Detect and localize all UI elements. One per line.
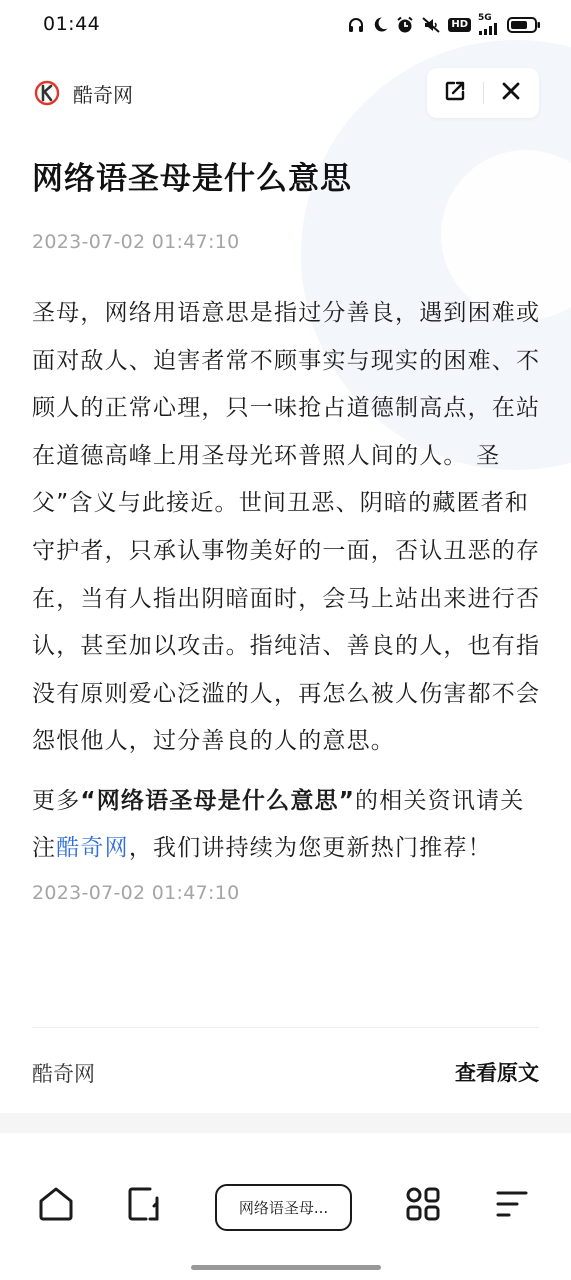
home-button[interactable] — [31, 1181, 81, 1231]
apps-button[interactable] — [398, 1181, 448, 1231]
footer-source: 酷奇网 — [32, 1062, 95, 1086]
article — [32, 155, 542, 904]
current-tab-pill[interactable]: 网络语圣母... — [215, 1184, 352, 1231]
tabs-icon — [126, 1186, 162, 1226]
more-prefix: 更多 — [32, 787, 81, 814]
bottom-nav — [0, 1133, 571, 1280]
battery-icon — [507, 16, 541, 34]
mute-icon — [421, 16, 441, 34]
header-actions — [427, 68, 539, 118]
menu-icon — [495, 1189, 529, 1223]
status-icons — [347, 14, 541, 35]
site-logo-icon — [34, 80, 60, 106]
status-time: 01:44 — [43, 13, 101, 35]
more-info — [32, 778, 542, 872]
moon-icon — [372, 16, 389, 33]
menu-button[interactable] — [487, 1181, 537, 1231]
article-date-bottom: 2023-07-02 01:47:10 — [32, 881, 240, 904]
footer-divider — [32, 1027, 539, 1028]
share-button[interactable] — [427, 68, 483, 118]
home-indicator[interactable] — [191, 1265, 381, 1270]
more-middle: 的相关资讯请关注 — [32, 787, 525, 861]
home-icon — [37, 1186, 75, 1226]
network-type: 5G — [478, 13, 492, 23]
article-title: 网络语圣母是什么意思 — [32, 161, 352, 197]
alarm-icon — [396, 16, 414, 34]
view-original-link[interactable]: 查看原文 — [455, 1061, 539, 1085]
apps-icon — [405, 1186, 441, 1226]
headphones-icon — [347, 16, 365, 34]
signal-icon — [478, 14, 500, 35]
tabs-button[interactable] — [119, 1181, 169, 1231]
article-body: 圣母，网络用语意思是指过分善良，遇到困难或面对敌人、迫害者常不顾事实与现实的困难、不顾人的正常心理，只一味抢占道德制高点，在站在道德高峰上用圣母光环普照人间的人。 圣父”含义与此接近。世间丑恶、阴暗的藏匿者和守护者，只承认事物美好的一面，否认丑恶的存在，当有人指出阴暗面时，会马上站出来进行否认，甚至加以攻击。指纯洁、善良的人，也有指没有原则爱心泛滥的人，再怎么被人伤害都不会怨恨他人，过分善良的人的意思。 — [32, 300, 541, 755]
hd-icon: HD — [448, 18, 471, 32]
status-bar — [0, 0, 571, 50]
page-header — [0, 62, 571, 122]
more-highlight: “网络语圣母是什么意思” — [80, 787, 356, 814]
close-icon — [500, 80, 522, 106]
more-suffix: ，我们讲持续为您更新热门推荐！ — [128, 834, 492, 861]
section-separator — [0, 1113, 571, 1133]
article-date: 2023-07-02 01:47:10 — [32, 231, 240, 253]
close-button[interactable] — [483, 68, 539, 118]
share-icon — [443, 79, 467, 107]
site-name: 酷奇网 — [73, 83, 133, 107]
site-link[interactable]: 酷奇网 — [56, 834, 129, 861]
